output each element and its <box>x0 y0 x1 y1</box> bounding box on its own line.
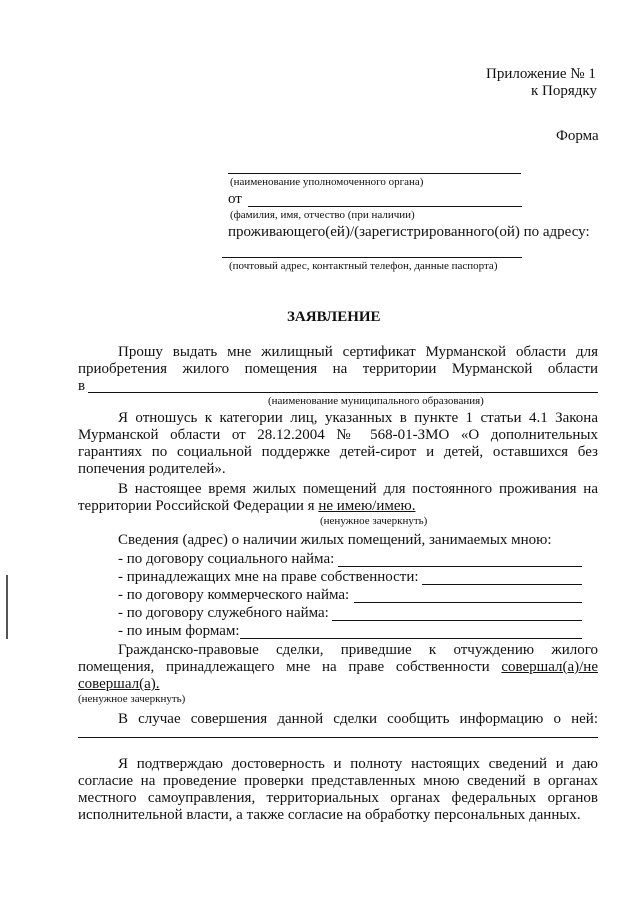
ownership-choice[interactable]: не имею/имею. <box>318 498 416 514</box>
in-label: в <box>78 378 86 394</box>
document-title: ЗАЯВЛЕНИЕ <box>287 309 381 325</box>
p4-line2-prefix: помещения, принадлежащего мне на праве собственности <box>78 659 502 675</box>
scan-edge-mark <box>6 575 8 639</box>
p2-line4: попечения родителей». <box>78 461 226 477</box>
transaction-choice-part2[interactable]: совершал(а). <box>78 676 160 692</box>
transaction-choice-part1[interactable]: совершал(а)/не <box>501 659 598 675</box>
contacts-caption: (почтовый адрес, контактный телефон, данные паспорта) <box>229 260 498 272</box>
p4-line2 <box>78 660 598 675</box>
other-forms-field-line[interactable] <box>240 638 582 639</box>
housing-intro: Сведения (адрес) о наличии жилых помещений, занимаемых мною: <box>118 532 552 548</box>
organ-field-line[interactable] <box>228 173 521 174</box>
p3-line2-prefix: территории Российской Федерации я <box>78 498 319 514</box>
form-label: Форма <box>556 128 599 144</box>
appendix-number: Приложение № 1 <box>486 66 596 82</box>
p3-line2 <box>78 499 415 514</box>
p2-line1: Я отношусь к категории лиц, указанных в пункте 1 статьи 4.1 Закона <box>118 410 598 426</box>
p5-line4: исполнительной власти, а также согласие на обработку персональных данных. <box>78 807 581 823</box>
municipality-caption: (наименование муниципального образования) <box>268 395 484 407</box>
p1-line1: Прошу выдать мне жилищный сертификат Мурманской области для <box>118 344 598 360</box>
appendix-order: к Порядку <box>531 83 597 99</box>
housing-item-commercial: - по договору коммерческого найма: <box>118 587 350 603</box>
housing-item-social: - по договору социального найма: <box>118 551 335 567</box>
p3-strike-caption: (ненужное зачеркнуть) <box>320 515 428 527</box>
address-field-line[interactable] <box>222 257 522 258</box>
housing-item-service: - по договору служебного найма: <box>118 605 329 621</box>
municipality-field-line[interactable] <box>88 392 598 393</box>
from-label: от <box>228 191 242 207</box>
p2-line2: Мурманской области от 28.12.2004 № 568-01-ЗМО «О дополнительных <box>78 427 598 443</box>
p4-strike-caption: (ненужное зачеркнуть) <box>78 693 186 705</box>
name-caption: (фамилия, имя, отчество (при наличии) <box>230 209 415 221</box>
p4-line4: В случае совершения данной сделки сообщить информацию о ней: <box>118 711 598 727</box>
p3-line1: В настоящее время жилых помещений для постоянного проживания на <box>118 481 598 497</box>
service-lease-field-line[interactable] <box>332 620 582 621</box>
p5-line2: согласие на проведение проверки представленных мною сведений в органах <box>78 773 598 789</box>
p5-line1: Я подтверждаю достоверность и полноту настоящих сведений и даю <box>118 756 598 772</box>
p2-line3: гарантиях по социальной поддержке детей-сирот и детей, оставшихся без <box>78 444 598 460</box>
organ-caption: (наименование уполномоченного органа) <box>230 176 424 188</box>
residence-text: проживающего(ей)/(зарегистрированного(ой) по адресу: <box>228 224 590 240</box>
applicant-name-line[interactable] <box>248 206 522 207</box>
p4-line1: Гражданско-правовые сделки, приведшие к отчуждению жилого <box>118 642 598 658</box>
p1-line2: приобретения жилого помещения на территории Мурманской области <box>78 361 598 377</box>
housing-item-ownership: - принадлежащих мне на праве собственности: <box>118 569 419 585</box>
housing-item-other: - по иным формам: <box>118 623 240 639</box>
ownership-field-line[interactable] <box>422 584 582 585</box>
p5-line3: местного самоуправления, территориальных органах федеральных органов <box>78 790 598 806</box>
social-lease-field-line[interactable] <box>338 566 582 567</box>
commercial-lease-field-line[interactable] <box>354 602 582 603</box>
transaction-info-field-line[interactable] <box>78 737 598 738</box>
